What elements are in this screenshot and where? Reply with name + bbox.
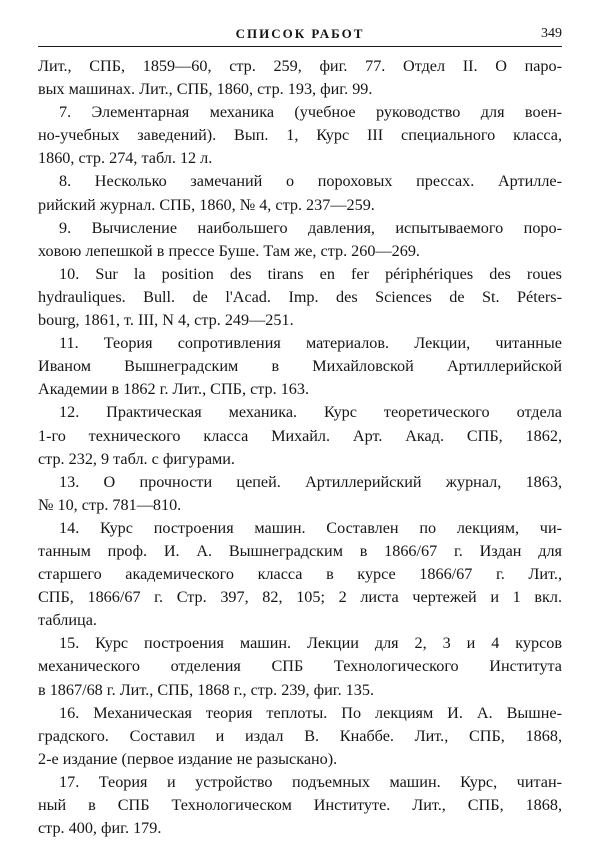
text-line: старшего академического класса в курсе 1866/67 г. Лит., xyxy=(38,565,562,584)
text-line: в 1867/68 г. Лит., СПБ, 1868 г., стр. 239, фиг. 135. xyxy=(38,680,374,699)
text-line: но-учебных заведений). Вып. 1, Курс III специального класса, xyxy=(38,126,562,145)
text-line: 1-го технического класса Михайл. Арт. Акад. СПБ, 1862, xyxy=(38,426,562,445)
page-number: 349 xyxy=(541,26,562,41)
text-line: hydrauliques. Bull. de l'Acad. Imp. des Sciences de St. Péters- xyxy=(38,287,562,306)
page xyxy=(38,26,562,840)
text-line: 7. Элементарная механика (учебное руководство для воен- xyxy=(59,103,562,122)
text-line: ный в СПБ Технологическом Институте. Лит., СПБ, 1868, xyxy=(38,796,562,814)
running-header xyxy=(38,26,562,47)
text-line: bourg, 1861, т. III, N 4, стр. 249—251. xyxy=(38,311,294,330)
text-line: механического отделения СПБ Технологического Института xyxy=(38,657,562,676)
text-line: 10. Sur la position des tirans en fer périphériques des roues xyxy=(59,264,562,283)
text-line: 17. Теория и устройство подъемных машин. Курс, читан- xyxy=(59,772,562,791)
text-line: таблица. xyxy=(38,611,97,630)
text-line: 2-е издание (первое издание не разыскано). xyxy=(38,749,338,768)
text-line: 9. Вычисление наибольшего давления, испытываемого поро- xyxy=(59,218,562,237)
text-line: № 10, стр. 781—810. xyxy=(38,495,182,514)
text-line: стр. 232, 9 табл. с фигурами. xyxy=(38,449,235,468)
text-line: Академии в 1862 г. Лит., СПБ, стр. 163. xyxy=(38,380,310,399)
text-line: ховою лепешкой в прессе Буше. Там же, стр. 260—269. xyxy=(38,241,420,260)
text-line: 16. Механическая теория теплоты. По лекциям И. А. Вышне- xyxy=(59,703,562,722)
text-line: 13. О прочности цепей. Артиллерийский журнал, 1863, xyxy=(59,472,562,491)
text-line: Иваном Вышнеградским в Михайловской Артиллерийской xyxy=(38,357,562,376)
text-line: 8. Несколько замечаний о пороховых прессах. Артилле- xyxy=(59,172,562,191)
text-line: танным проф. И. А. Вышнеградским в 1866/67 г. Издан для xyxy=(38,541,562,560)
text-line: Лит., СПБ, 1859—60, стр. 259, фиг. 77. Отдел II. О паро- xyxy=(38,57,562,75)
text-line: 12. Практическая механика. Курс теоретического отдела xyxy=(59,403,562,422)
text-line: СПБ, 1866/67 г. Стр. 397, 82, 105; 2 листа чертежей и 1 вкл. xyxy=(38,588,562,607)
text-line: 14. Курс построения машин. Составлен по лекциям, чи- xyxy=(59,518,562,537)
bibliography-list xyxy=(38,55,562,840)
text-line: 11. Теория сопротивления материалов. Лекции, читанные xyxy=(59,334,562,353)
header-title: СПИСОК РАБОТ xyxy=(235,26,365,41)
text-line: градского. Составил и издал В. Кнаббе. Лит., СПБ, 1868, xyxy=(38,726,562,745)
text-line: рийский журнал. СПБ, 1860, № 4, стр. 237—259. xyxy=(38,195,375,214)
text-line: 15. Курс построения машин. Лекции для 2, 3 и 4 курсов xyxy=(59,634,562,653)
text-line: 1860, стр. 274, табл. 12 л. xyxy=(38,149,213,168)
text-line: вых машинах. Лит., СПБ, 1860, стр. 193, фиг. 99. xyxy=(38,80,373,99)
text-line: стр. 400, фиг. 179. xyxy=(38,819,162,838)
